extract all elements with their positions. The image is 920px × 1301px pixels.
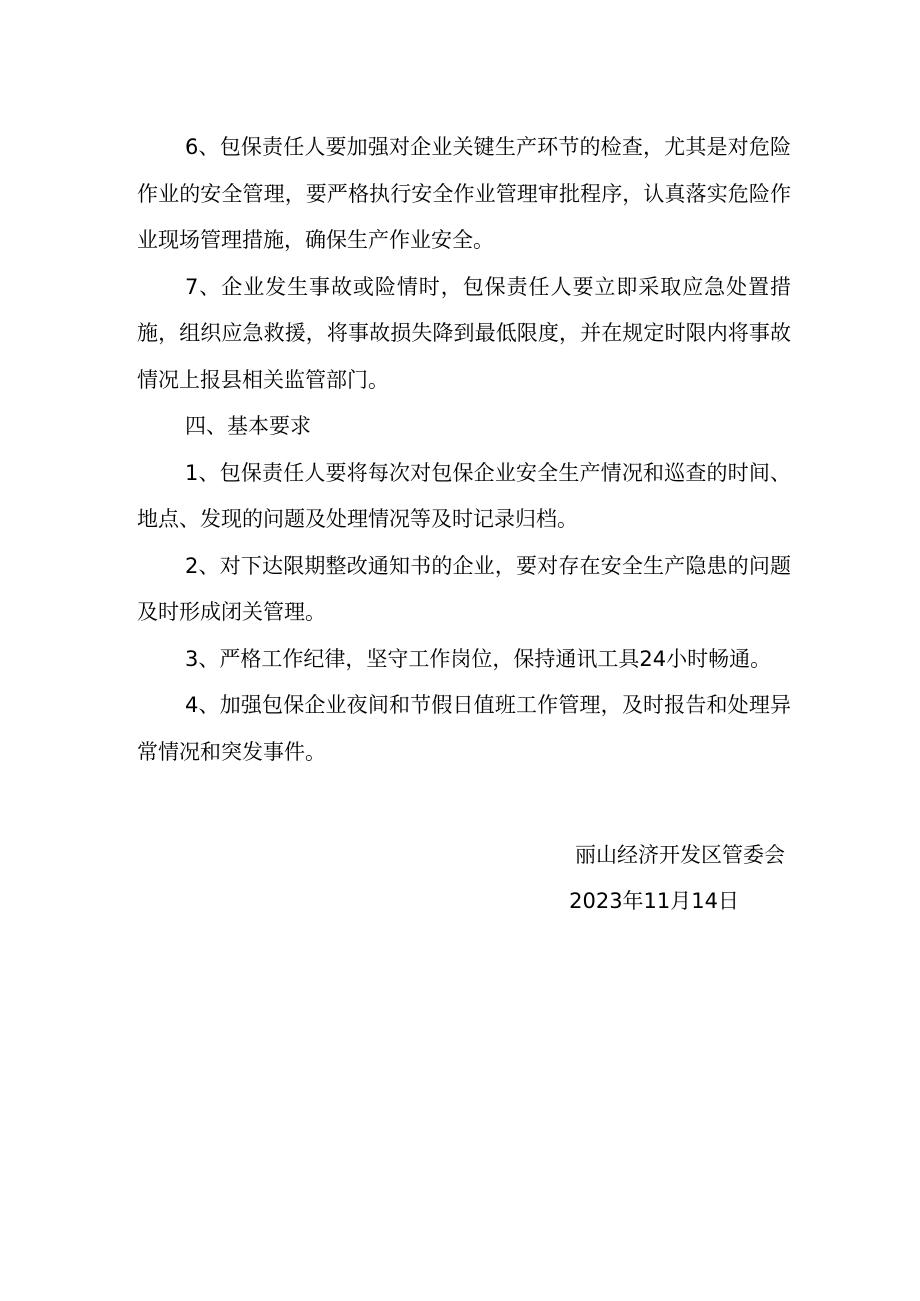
- requirement-item-1: 1、包保责任人要将每次对包保企业安全生产情况和巡查的时间、地点、发现的问题及处理情况等及时记录归档。: [137, 460, 791, 531]
- document-body: [137, 124, 791, 775]
- signature-block: [385, 832, 785, 924]
- section-heading-basic-requirements: 四、基本要求: [185, 414, 311, 438]
- requirement-item-2: 2、对下达限期整改通知书的企业，要对存在安全生产隐患的问题及时形成闭关管理。: [137, 553, 791, 624]
- paragraph-item-7: 7、企业发生事故或险情时，包保责任人要立即采取应急处置措施，组织应急救援，将事故损失降到最低限度，并在规定时限内将事故情况上报县相关监管部门。: [137, 274, 791, 392]
- issuing-organization: 丽山经济开发区管委会: [575, 843, 785, 867]
- requirement-item-3: 3、严格工作纪律，坚守工作岗位，保持通讯工具24小时畅通。: [185, 646, 772, 671]
- requirement-item-4: 4、加强包保企业夜间和节假日值班工作管理，及时报告和处理异常情况和突发事件。: [137, 693, 791, 764]
- issue-date: 2023年11月14日: [569, 889, 739, 913]
- paragraph-item-6: 6、包保责任人要加强对企业关键生产环节的检查，尤其是对危险作业的安全管理，要严格执行安全作业管理审批程序，认真落实危险作业现场管理措施，确保生产作业安全。: [137, 135, 791, 252]
